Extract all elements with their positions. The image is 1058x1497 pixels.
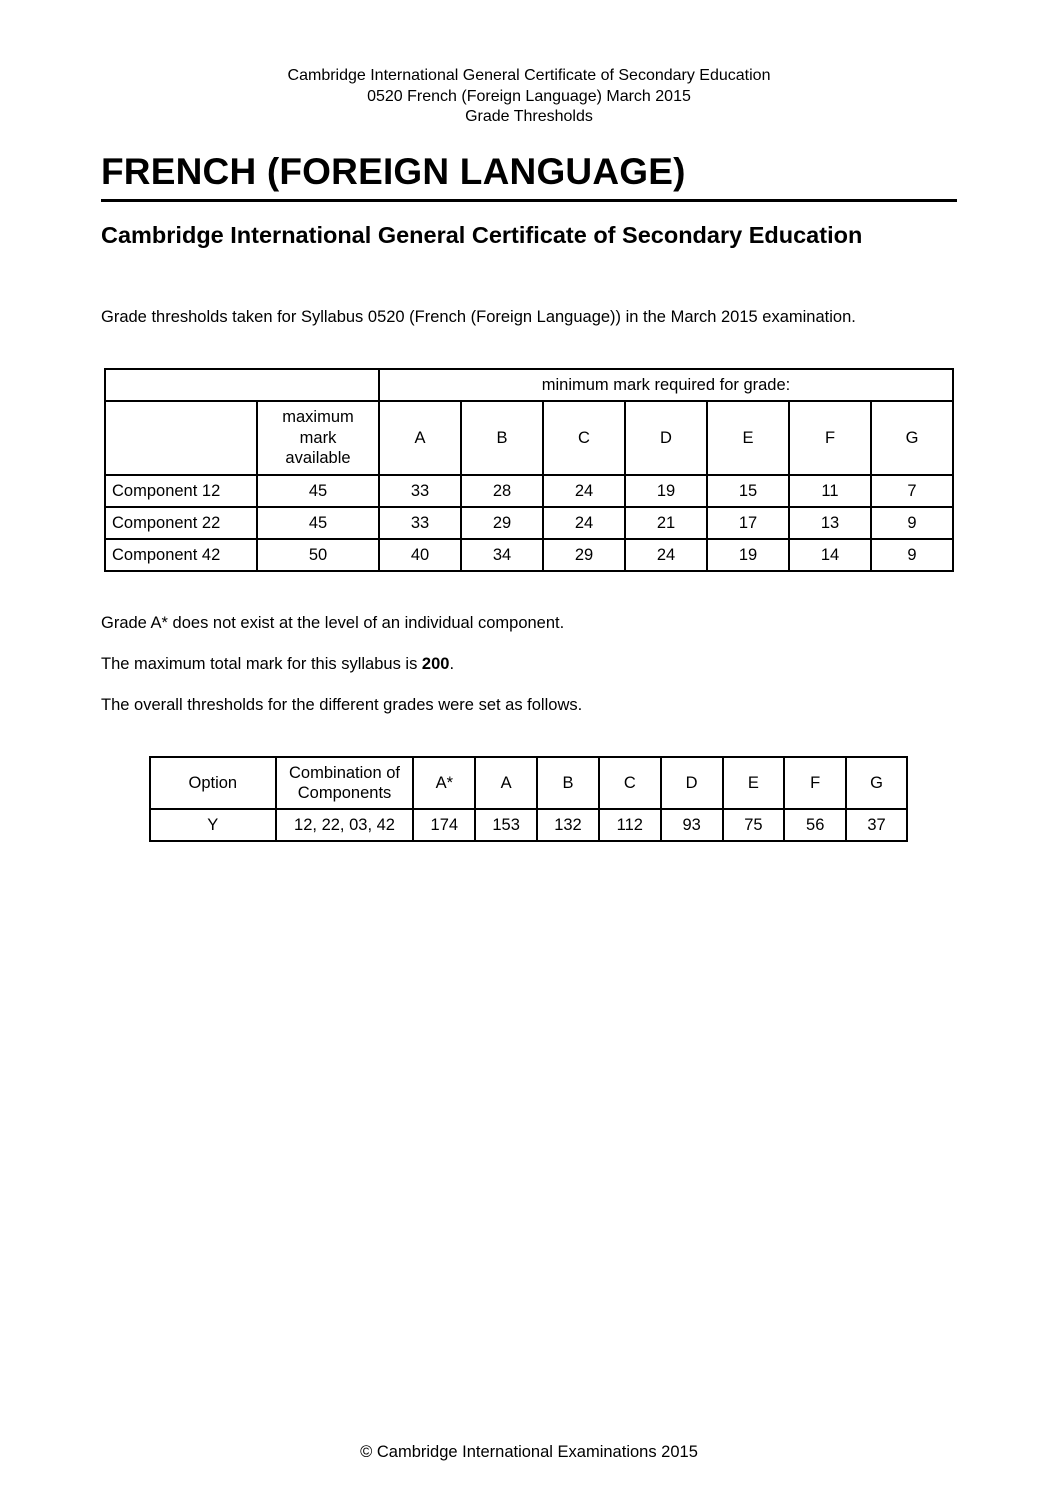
component-thresholds-table	[104, 368, 954, 572]
grade-header: C	[599, 757, 661, 809]
grade-header: B	[461, 401, 543, 475]
grade-mark-cell: 17	[707, 507, 789, 539]
min-mark-group-header: minimum mark required for grade:	[379, 369, 953, 401]
grade-mark-cell: 24	[625, 539, 707, 571]
grade-header: G	[846, 757, 907, 809]
grade-mark-cell: 56	[784, 809, 846, 841]
grade-header: G	[871, 401, 953, 475]
max-total-value: 200	[421, 655, 450, 673]
grade-mark-cell: 93	[661, 809, 723, 841]
grade-header: D	[661, 757, 723, 809]
grade-mark-cell: 29	[543, 539, 625, 571]
grade-mark-cell: 34	[461, 539, 543, 571]
grade-mark-cell: 14	[789, 539, 871, 571]
table-header-row	[150, 757, 907, 809]
table-header-row	[105, 401, 953, 475]
table-row	[105, 507, 953, 539]
grade-mark-cell: 33	[379, 507, 461, 539]
grade-mark-cell: 40	[379, 539, 461, 571]
grade-header: C	[543, 401, 625, 475]
grade-header: E	[707, 401, 789, 475]
grade-mark-cell: 11	[789, 475, 871, 507]
grade-mark-cell: 15	[707, 475, 789, 507]
table-row	[150, 809, 907, 841]
option-header: Option	[150, 757, 276, 809]
document-header	[0, 66, 1058, 128]
page-title: FRENCH (FOREIGN LANGUAGE)	[101, 151, 686, 192]
grade-mark-cell: 37	[846, 809, 907, 841]
grade-mark-cell: 19	[707, 539, 789, 571]
header-qualification: Cambridge International General Certificate of Secondary Education	[287, 67, 771, 84]
grade-header: B	[537, 757, 599, 809]
grade-mark-cell: 174	[413, 809, 475, 841]
grade-mark-cell: 9	[871, 539, 953, 571]
empty-header-cell	[105, 401, 257, 475]
component-label: Component 42	[105, 539, 257, 571]
overall-thresholds-table	[149, 756, 908, 842]
grade-mark-cell: 9	[871, 507, 953, 539]
grade-header: A	[475, 757, 537, 809]
header-syllabus: 0520 French (Foreign Language) March 2015	[367, 87, 691, 105]
table-row	[105, 475, 953, 507]
grade-mark-cell: 29	[461, 507, 543, 539]
table-group-header-row	[105, 369, 953, 401]
grade-mark-cell: 33	[379, 475, 461, 507]
grade-mark-cell: 24	[543, 507, 625, 539]
grade-mark-cell: 24	[543, 475, 625, 507]
table-row	[105, 539, 953, 571]
grade-mark-cell: 7	[871, 475, 953, 507]
max-mark-cell: 45	[257, 475, 379, 507]
max-mark-header: maximum mark available	[257, 401, 379, 475]
grade-header: E	[723, 757, 785, 809]
copyright-footer: © Cambridge International Examinations 2015	[360, 1443, 698, 1461]
component-label: Component 12	[105, 475, 257, 507]
grade-header: F	[784, 757, 846, 809]
grade-header: D	[625, 401, 707, 475]
max-total-note: The maximum total mark for this syllabus is 200.	[101, 655, 455, 673]
combination-cell: 12, 22, 03, 42	[276, 809, 414, 841]
grade-mark-cell: 132	[537, 809, 599, 841]
grade-mark-cell: 28	[461, 475, 543, 507]
page-subtitle: Cambridge International General Certificate of Secondary Education	[101, 222, 863, 248]
empty-header-cell	[105, 369, 379, 401]
grade-mark-cell: 153	[475, 809, 537, 841]
grade-header: F	[789, 401, 871, 475]
grade-header: A*	[413, 757, 475, 809]
astar-note: Grade A* does not exist at the level of an individual component.	[101, 614, 565, 632]
grade-mark-cell: 21	[625, 507, 707, 539]
grade-mark-cell: 13	[789, 507, 871, 539]
combination-header: Combination of Components	[276, 757, 414, 809]
grade-mark-cell: 19	[625, 475, 707, 507]
intro-paragraph: Grade thresholds taken for Syllabus 0520 (French (Foreign Language)) in the March 2015 examination.	[101, 308, 856, 326]
grade-mark-cell: 112	[599, 809, 661, 841]
option-cell: Y	[150, 809, 276, 841]
component-label: Component 22	[105, 507, 257, 539]
grade-mark-cell: 75	[723, 809, 785, 841]
max-mark-cell: 45	[257, 507, 379, 539]
grade-header: A	[379, 401, 461, 475]
overall-intro: The overall thresholds for the different grades were set as follows.	[101, 696, 583, 714]
max-mark-cell: 50	[257, 539, 379, 571]
header-doc-type: Grade Thresholds	[465, 108, 593, 125]
title-divider	[101, 199, 957, 202]
